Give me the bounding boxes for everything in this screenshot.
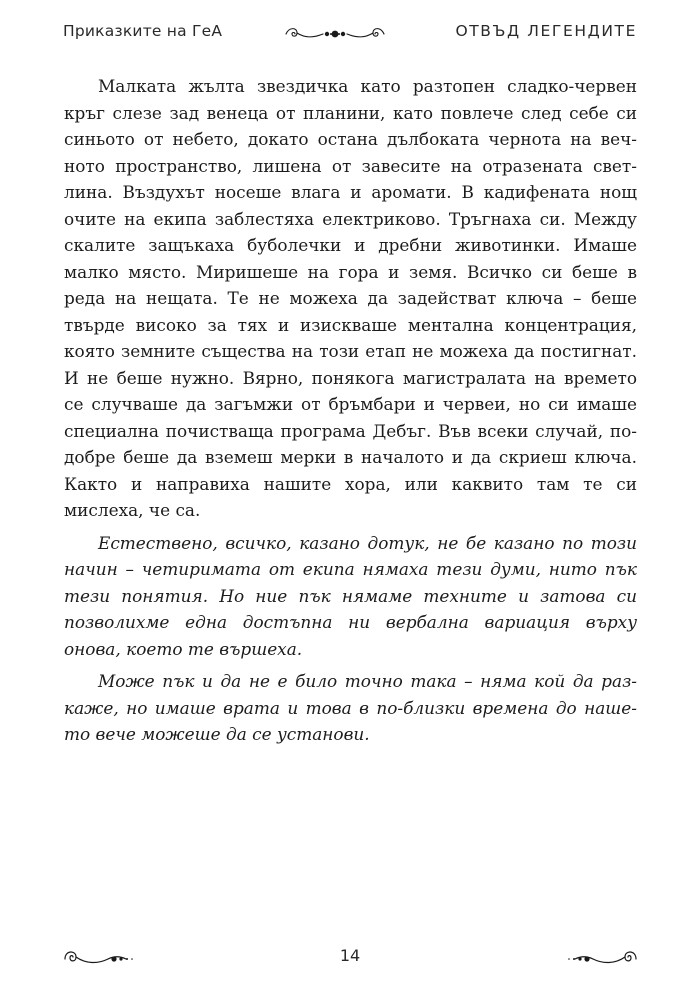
paragraph: Малката жълта звездичка като разтопен сладко-червен кръг слезе зад венеца от планини, като повлече след себе си синьото от небето, докато остана дълбоката чернота на вечното пространство, лишена от завесите на отразената светлина. Въздухът носеше влага и аромати. В кадифената нощ очите на екипа заблестяха електриково. Тръгнаха си. Между скалите защъкаха буболечки и дребни животинки. Имаше малко място. Миришеше на гора и земя. Всичко си беше в реда на нещата. Те не можеха да задействат ключа – беше твърде високо за тях и изискваше ментална концентрация, която земните същества на този етап не можеха да постигнат. И не беше нужно. Вярно, понякога магистралата на времето се случваше да загъмжи от бръмбари и червеи, но си имаше специална почистваща програма Дебъг. Във всеки случай, по-добре беше да вземеш мерки в началото и да скриеш ключа. Както и направиха нашите хора, или каквито там те си мислеха, че са. xyxy=(64,76,637,520)
footer-right-flourish-icon xyxy=(565,944,639,970)
page-header xyxy=(0,0,700,70)
main-text xyxy=(64,73,637,748)
section-title: ОТВЪД ЛЕГЕНДИТЕ xyxy=(455,22,637,40)
page-number: 14 xyxy=(339,946,361,965)
header-flourish-icon xyxy=(283,24,387,44)
book-title: Приказките на ГеА xyxy=(63,22,223,40)
paragraph: Естествено, всичко, казано дотук, не бе казано по този начин – четиримата от екипа нямаха тези думи, нито пък тези понятия. Но ние пък нямаме техните и затова си позволихме една достъпна ни вербална вариация върху онова, което те вършеха. xyxy=(64,532,637,659)
paragraph: Може пък и да не е било точно така – няма кой да разкаже, но имаше врата и това в по-близки времена до нашето вече можеше да се установи. xyxy=(64,671,637,744)
